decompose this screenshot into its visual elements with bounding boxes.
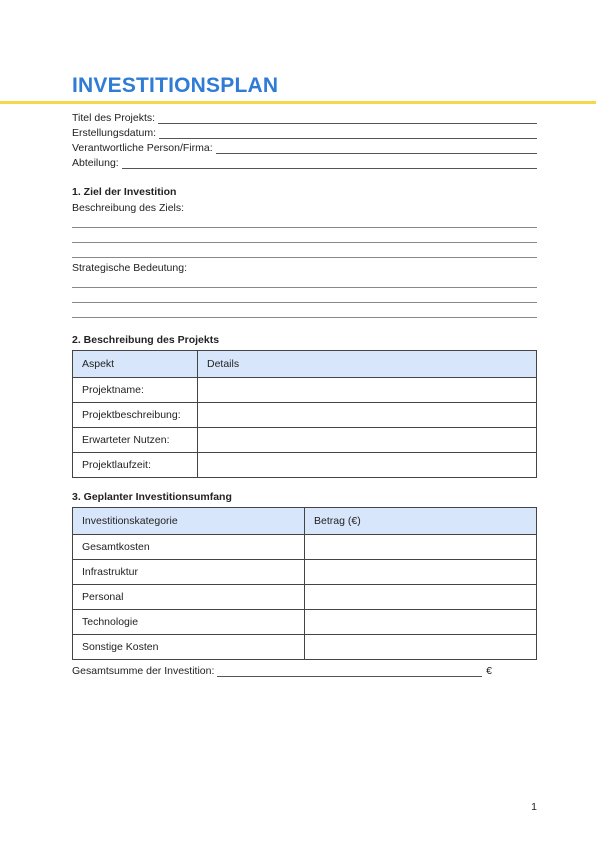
row-label: Projektbeschreibung: bbox=[73, 403, 198, 428]
table-row bbox=[73, 635, 537, 660]
details-cell[interactable] bbox=[198, 378, 537, 403]
department-label: Abteilung: bbox=[72, 157, 119, 169]
section1-heading: 1. Ziel der Investition bbox=[72, 186, 177, 198]
table-row bbox=[73, 610, 537, 635]
table-row bbox=[73, 585, 537, 610]
column-header-details: Details bbox=[198, 351, 537, 378]
row-label: Technologie bbox=[73, 610, 305, 635]
table-row bbox=[73, 453, 537, 478]
total-investment-line[interactable] bbox=[217, 666, 482, 677]
row-label: Projektname: bbox=[73, 378, 198, 403]
total-investment-label: Gesamtsumme der Investition: bbox=[72, 665, 215, 677]
amount-cell[interactable] bbox=[305, 535, 537, 560]
goal-description-label: Beschreibung des Ziels: bbox=[72, 202, 185, 214]
total-investment-field[interactable] bbox=[72, 663, 492, 677]
table-row bbox=[73, 428, 537, 453]
amount-cell[interactable] bbox=[305, 635, 537, 660]
responsible-person-line[interactable] bbox=[216, 143, 537, 154]
section3-heading: 3. Geplanter Investitionsumfang bbox=[72, 491, 232, 503]
project-description-table bbox=[72, 350, 537, 478]
investment-scope-table bbox=[72, 507, 537, 660]
title-accent-rule bbox=[0, 101, 596, 104]
row-label: Projektlaufzeit: bbox=[73, 453, 198, 478]
goal-write-line[interactable] bbox=[72, 242, 537, 243]
amount-cell[interactable] bbox=[305, 585, 537, 610]
creation-date-label: Erstellungsdatum: bbox=[72, 127, 157, 139]
goal-write-line[interactable] bbox=[72, 227, 537, 228]
creation-date-field[interactable] bbox=[72, 125, 537, 139]
row-label: Personal bbox=[73, 585, 305, 610]
row-label: Infrastruktur bbox=[73, 560, 305, 585]
amount-cell[interactable] bbox=[305, 560, 537, 585]
table-row bbox=[73, 403, 537, 428]
table-header-row bbox=[73, 508, 537, 535]
department-line[interactable] bbox=[122, 158, 537, 169]
details-cell[interactable] bbox=[198, 453, 537, 478]
goal-write-line[interactable] bbox=[72, 257, 537, 258]
responsible-person-field[interactable] bbox=[72, 140, 537, 154]
column-header-category: Investitionskategorie bbox=[73, 508, 305, 535]
table-row bbox=[73, 378, 537, 403]
section2-heading: 2. Beschreibung des Projekts bbox=[72, 334, 220, 346]
details-cell[interactable] bbox=[198, 403, 537, 428]
strategic-write-line[interactable] bbox=[72, 287, 537, 288]
column-header-aspect: Aspekt bbox=[73, 351, 198, 378]
currency-symbol: € bbox=[486, 665, 492, 677]
row-label: Erwarteter Nutzen: bbox=[73, 428, 198, 453]
page-title: INVESTITIONSPLAN bbox=[72, 74, 279, 97]
project-title-line[interactable] bbox=[158, 113, 537, 124]
column-header-amount: Betrag (€) bbox=[305, 508, 537, 535]
row-label: Gesamtkosten bbox=[73, 535, 305, 560]
strategic-write-line[interactable] bbox=[72, 302, 537, 303]
details-cell[interactable] bbox=[198, 428, 537, 453]
table-row bbox=[73, 535, 537, 560]
page-number: 1 bbox=[531, 801, 537, 813]
strategic-write-line[interactable] bbox=[72, 317, 537, 318]
amount-cell[interactable] bbox=[305, 610, 537, 635]
strategic-importance-label: Strategische Bedeutung: bbox=[72, 262, 187, 274]
table-row bbox=[73, 560, 537, 585]
row-label: Sonstige Kosten bbox=[73, 635, 305, 660]
creation-date-line[interactable] bbox=[159, 128, 537, 139]
project-title-label: Titel des Projekts: bbox=[72, 112, 156, 124]
responsible-person-label: Verantwortliche Person/Firma: bbox=[72, 142, 213, 154]
project-title-field[interactable] bbox=[72, 110, 537, 124]
table-header-row bbox=[73, 351, 537, 378]
department-field[interactable] bbox=[72, 155, 537, 169]
